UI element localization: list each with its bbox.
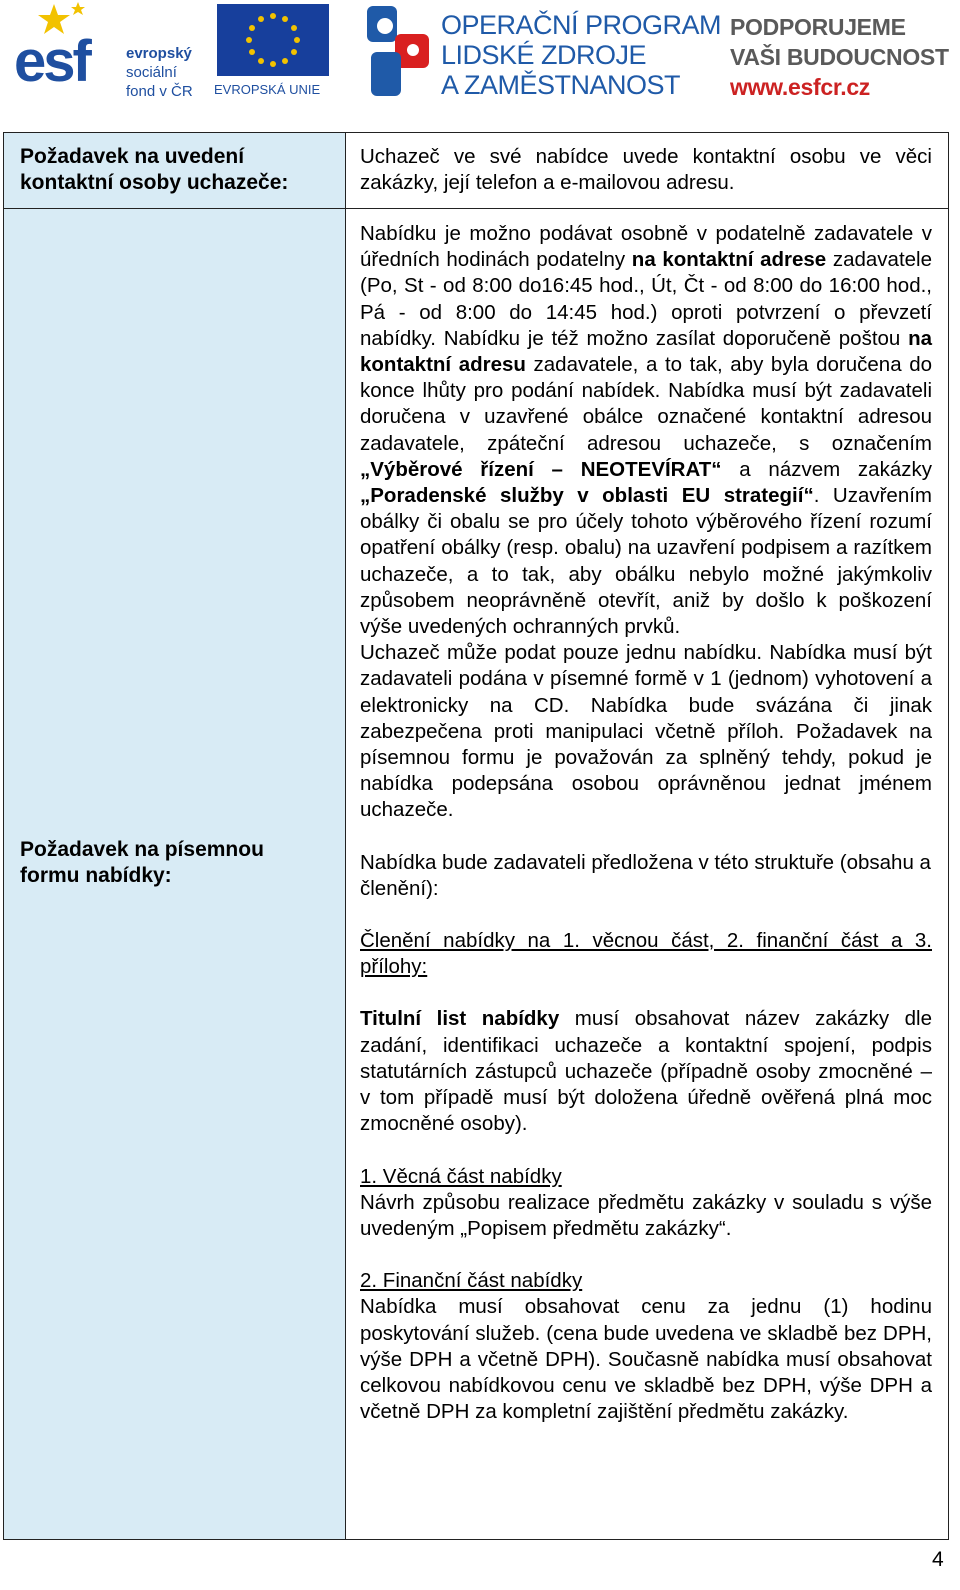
logo-header	[0, 0, 960, 108]
support-line-1: PODPORUJEME	[730, 14, 906, 40]
op-line-1: OPERAČNÍ PROGRAM	[441, 10, 722, 40]
eu-flag-icon	[217, 4, 329, 76]
esf-line-3: fond v ČR	[126, 83, 193, 100]
op-title	[441, 10, 721, 100]
eu-label: EVROPSKÁ UNIE	[214, 82, 321, 97]
text-run: Nabídku je možno podávat osobně v podatelně zadavatele v úředních hodinách podatelny	[360, 222, 932, 272]
bold-run: na kontaktní adresu	[360, 326, 932, 377]
esf-logo	[12, 2, 207, 100]
single-offer-paragraph: Uchazeč může podat pouze jednu nabídku. Nabídka musí být zadavateli podána v písemné formě v 1 (jednom) vyhotovení a elektronicky na CD. Nabídka bude svázána či jinak zabezpečena proti manipulaci včetně příloh. Požadavek na písemnou formu je považován za splněný tehdy, pokud je nabídka podepsána osobou oprávněnou jednat jménem uchazeče.	[360, 641, 932, 822]
row-divider	[4, 208, 948, 209]
section-2-text: Nabídka musí obsahovat cenu za jednu (1) hodinu poskytování služeb. (cena bude uvedena ve skladbě bez DPH, výše DPH a včetně DPH). Současně nabídka musí obsahovat celkovou nabídkovou cenu ve skladbě bez DPH, výše DPH a včetně DPH za kompletní zajištění předmětu zakázky.	[360, 1295, 932, 1424]
label-column	[4, 133, 346, 1539]
contact-person-label: Požadavek na uvedení kontaktní osoby uchazeče:	[20, 145, 289, 194]
esf-caption	[126, 44, 193, 101]
esf-wordmark: esf	[14, 29, 89, 94]
bold-run: na kontaktní adrese	[631, 248, 827, 272]
text-run: . Uzavřením obálky či obalu se pro účely tohoto výběrového řízení rozumí opatření obálky (resp. obalu) na uzavření podpisem a razítkem uchazeče, a to tak, aby obálku nebylo možné jakýmkoliv způsobem neoprávněně otevřít, aniž by došlo k poškození výše uvedených ochranných prvků.	[360, 484, 933, 639]
esf-website-link[interactable]: www.esfcr.cz	[730, 74, 871, 100]
eu-stars-icon	[217, 4, 329, 76]
written-form-label: Požadavek na písemnou formu nabídky:	[20, 838, 264, 887]
section-1-text: Návrh způsobu realizace předmětu zakázky v souladu s výše uvedeným „Popisem předmětu zakázky“.	[360, 1190, 932, 1240]
structure-paragraph: Nabídka bude zadavateli předložena v této struktuře (obsahu a členění):	[360, 850, 931, 900]
bold-run: Titulní list nabídky	[360, 1007, 560, 1031]
bold-run: „Poradenské služby v oblasti EU strategií“	[360, 484, 814, 508]
page-number: 4	[932, 1548, 944, 1571]
text-run: musí obsahovat název zakázky dle zadání, identifikaci uchazeče a kontaktní spojení, podpis statutárních zástupců uchazeče (případně osoby zmocněné – v tom případě musí být doložena úředně ověřená plná moc zmocněné osoby).	[360, 1007, 932, 1136]
section-1-title: 1. Věcná část nabídky	[360, 1164, 562, 1188]
support-line-2: VAŠI BUDOUCNOST	[730, 44, 949, 70]
op-lzz-icon	[365, 4, 433, 98]
contact-person-text: Uchazeč ve své nabídce uvede kontaktní osobu ve věci zakázky, její telefon a e-mailovou adresu.	[360, 145, 932, 195]
op-line-2: LIDSKÉ ZDROJE	[441, 40, 647, 70]
bold-run: „Výběrové řízení – NEOTEVÍRAT“	[360, 457, 722, 481]
support-slogan	[730, 12, 949, 102]
submission-paragraph	[360, 221, 932, 640]
esf-line-1: evropský	[126, 45, 192, 62]
structure-heading: Členění nabídky na 1. věcnou část, 2. finanční část a 3. přílohy:	[360, 929, 932, 979]
requirements-table	[3, 132, 949, 1540]
written-form-text	[360, 221, 932, 1425]
op-line-3: A ZAMĚSTNANOST	[441, 70, 681, 100]
text-run: zadavatele (Po, St - od 8:00 do16:45 hod., Út, Čt - od 8:00 do 16:00 hod., Pá - od 8:00 do 14:45 hod.) oproti potvrzení o převzetí nabídky. Nabídku je též možno zasílat doporučeně poštou	[360, 248, 933, 350]
text-run: a názvem zakázky	[721, 457, 932, 481]
text-run: zadavatele, a to tak, aby byla doručena do konce lhůty pro podání nabídek. Nabídka musí být zadavateli doručena v uzavřené obálce označené kontaktní adresou zadavatele, zpáteční adresou uchazeče, s označením	[360, 353, 932, 455]
title-page-paragraph	[360, 1006, 932, 1137]
section-2-title: 2. Finanční část nabídky	[360, 1269, 583, 1293]
esf-line-2: sociální	[126, 64, 177, 81]
